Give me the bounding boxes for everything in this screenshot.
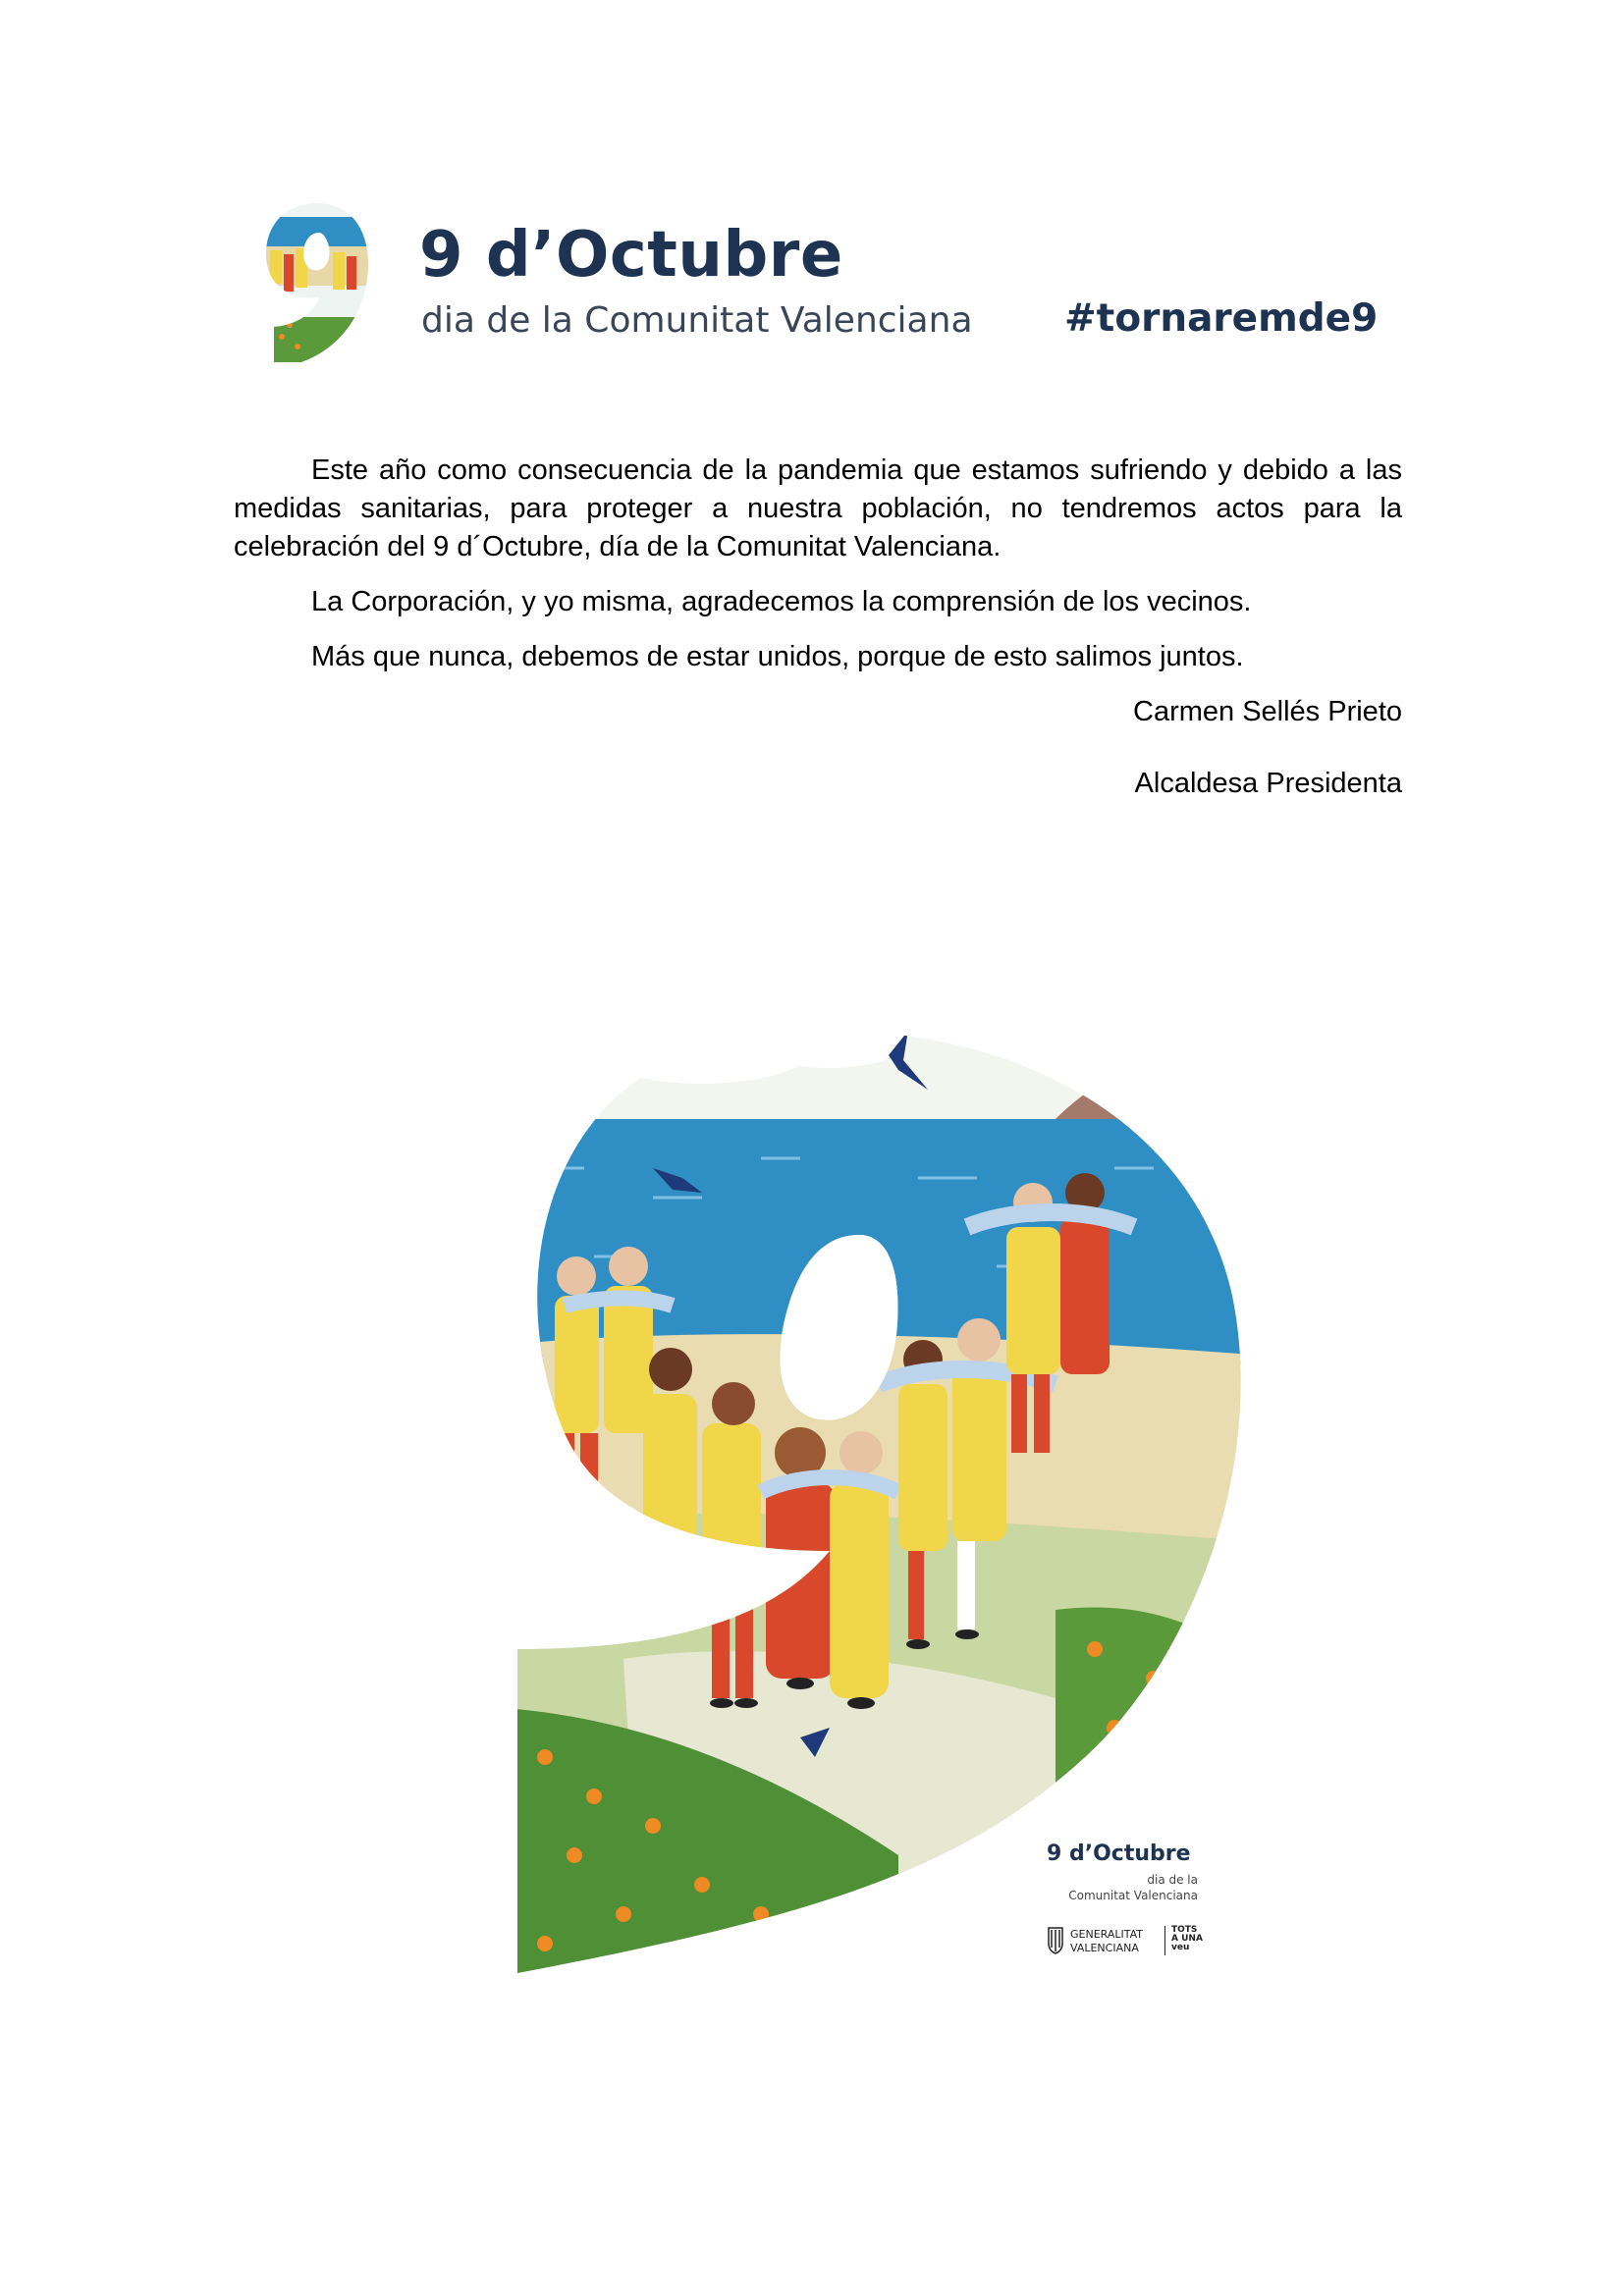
footer-motto: TOTS A UNA veu bbox=[1171, 1925, 1203, 1952]
generalitat-shield-icon bbox=[1047, 1926, 1064, 1955]
paragraph-1: Este año como consecuencia de la pandemia que estamos sufriendo y debido a las medidas sanitarias, para proteger a nuestra población, no tendremos actos para la celebración del 9 d´Octubre, día de la Comunitat Valenciana. bbox=[234, 454, 1402, 562]
footer-logo-divider bbox=[1164, 1926, 1165, 1955]
letter-body bbox=[234, 452, 1402, 803]
banner-hashtag: #tornaremde9 bbox=[1064, 296, 1379, 341]
footer-institution-line2: VALENCIANA bbox=[1070, 1942, 1139, 1954]
illustrated-nine-icon bbox=[506, 972, 1252, 1978]
footer-logo-title: 9 d’Octubre bbox=[1047, 1842, 1191, 1866]
banner-title: 9 d’Octubre bbox=[419, 219, 843, 292]
footer-logo-subtitle-line1: dia de la bbox=[1147, 1873, 1198, 1887]
banner-subtitle: dia de la Comunitat Valenciana bbox=[421, 300, 973, 341]
signature-title: Alcaldesa Presidenta bbox=[1134, 768, 1402, 799]
header-banner bbox=[257, 194, 1386, 371]
paragraph-3: Más que nunca, debemos de estar unidos, porque de esto salimos juntos. bbox=[311, 641, 1244, 672]
footer-institution-line1: GENERALITAT bbox=[1070, 1928, 1144, 1941]
illustrated-nine-artwork bbox=[506, 972, 1252, 1978]
footer-logo bbox=[1047, 1842, 1243, 1979]
footer-logo-subtitle-line2: Comunitat Valenciana bbox=[1068, 1889, 1198, 1902]
illustrated-nine-icon bbox=[262, 199, 370, 364]
paragraph-2: La Corporación, y yo misma, agradecemos la comprensión de los vecinos. bbox=[311, 586, 1252, 617]
signature-name: Carmen Sellés Prieto bbox=[1133, 696, 1402, 727]
